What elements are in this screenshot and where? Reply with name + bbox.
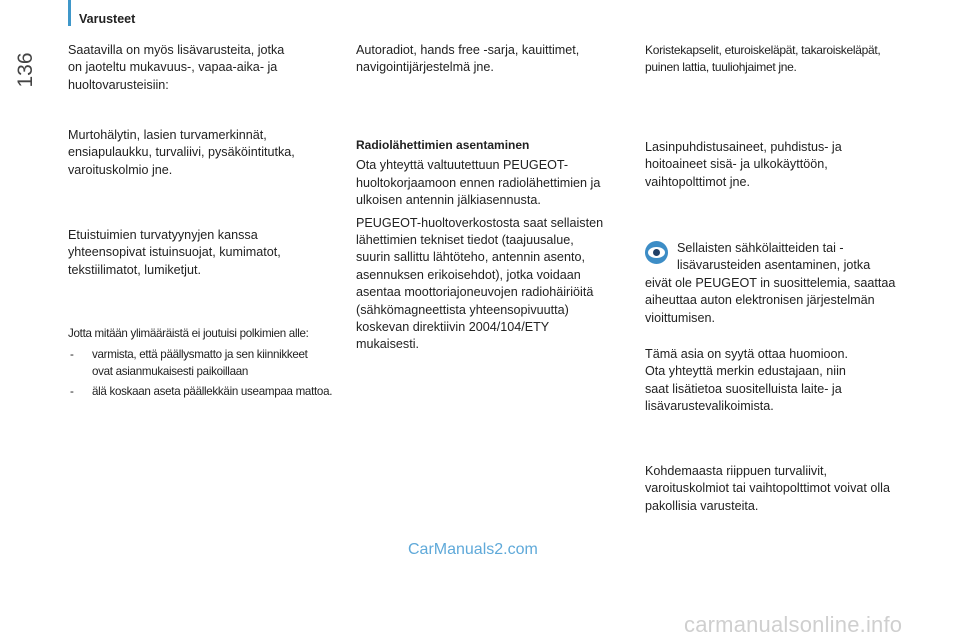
text-line: ensiapulaukku, turvaliivi, pysäköintitutka, (68, 145, 295, 160)
warning-note (645, 240, 920, 327)
text-line: (sähkömagneettista yhteensopivuutta) (356, 302, 569, 317)
dash-marker: - (70, 348, 74, 361)
section-accent-bar (68, 0, 71, 26)
text-line: varoituskolmiot tai vaihtopolttimot voivat olla (645, 481, 890, 496)
note-item (68, 383, 343, 400)
text-line: Autoradiot, hands free -sarja, kauittimet, (356, 43, 580, 57)
text-line: Saatavilla on myös lisävarusteita, jotka (68, 43, 285, 57)
accessories-intro (68, 42, 343, 94)
text-line: lisävarusteiden asentaminen, jotka (677, 258, 871, 273)
text-line: asennuksen erikoisehdot), jotka voidaan (356, 267, 581, 282)
text-line: yhteensopivat istuinsuojat, kumimatot, (68, 245, 281, 260)
text-line: mukaisesti. (356, 337, 419, 352)
eye-icon (645, 241, 668, 264)
text-line: suurin sallittu lähtöteho, antennin asento, (356, 250, 585, 265)
text-line: huoltokorjaamoon ennen radiolähettimien ja (356, 175, 601, 190)
text-line: Etuistuimien turvatyynyjen kanssa (68, 228, 258, 242)
text-line: älä koskaan aseta päällekkäin useampaa mattoa. (92, 385, 333, 398)
text-line: tekstiilimatot, lumiketjut. (68, 262, 201, 277)
text-line: Murtohälytin, lasien turvamerkinnät, (68, 128, 267, 142)
watermark-carmanualsonline: carmanualsonline.info (684, 612, 903, 637)
text-line: Ota yhteyttä valtuutettuun PEUGEOT- (356, 158, 569, 173)
text-line: hoitoaineet sisä- ja ulkokäyttöön, (645, 157, 828, 172)
page-number: 136 (14, 52, 37, 88)
text-line: lähettimien tekniset tiedot (taajuusalue, (356, 233, 574, 248)
text-line: huoltovarusteisiin: (68, 77, 169, 92)
audio-accessories (356, 42, 630, 77)
note-item-text (92, 383, 332, 400)
text-line: Ota yhteyttä merkin edustajaan, niin (645, 364, 846, 379)
dealer-advice (645, 346, 920, 416)
text-line: aiheuttaa auton elektronisen järjestelmän (645, 293, 875, 308)
section-heading: Radiolähettimien asentaminen (356, 138, 530, 152)
radio-transmitter-section (356, 137, 630, 354)
note-item-text (92, 346, 308, 380)
text-line: pakollisia varusteita. (645, 498, 759, 513)
text-line: ovat asianmukaisesti paikoillaan (92, 365, 249, 378)
note-intro: Jotta mitään ylimääräistä ei joutuisi polkimien alle: (68, 327, 309, 340)
text-line: asentaa moottoriajoneuvojen radiohäiriöitä (356, 285, 594, 300)
seat-and-mat-accessories (68, 227, 343, 279)
text-line: Sellaisten sähkölaitteiden tai - (677, 241, 844, 255)
exterior-accessories (645, 42, 920, 76)
text-line: varoituskolmio jne. (68, 162, 173, 177)
text-line: saat lisätietoa suositelluista laite- ja (645, 381, 842, 396)
text-line: vioittumisen. (645, 310, 715, 325)
text-line: eivät ole PEUGEOT in suosittelemia, saattaa (645, 275, 896, 290)
safety-accessories (68, 127, 343, 179)
text-line: ulkoisen antennin jälkiasennusta. (356, 193, 541, 208)
text-line: Koristekapselit, eturoiskeläpät, takaroiskeläpät, (645, 43, 881, 57)
text-line: vaihtopolttimot jne. (645, 174, 751, 189)
pedal-mat-note (68, 325, 343, 400)
note-item (68, 346, 343, 380)
text-line: puinen lattia, tuuliohjaimet jne. (645, 60, 797, 74)
text-line: Tämä asia on syytä ottaa huomioon. (645, 347, 849, 361)
text-line: varmista, että päällysmatto ja sen kiinnikkeet (92, 348, 308, 361)
text-line: navigointijärjestelmä jne. (356, 60, 494, 75)
section-title: Varusteet (79, 12, 136, 26)
text-line: koskevan direktiivin 2004/104/ETY (356, 320, 550, 335)
text-line: PEUGEOT-huoltoverkostosta saat sellaisten (356, 215, 604, 230)
watermark-carmanuals2: CarManuals2.com (408, 541, 538, 558)
text-line: Lasinpuhdistusaineet, puhdistus- ja (645, 140, 842, 154)
text-line: lisävarustevalikoimista. (645, 399, 774, 414)
text-line: Kohdemaasta riippuen turvaliivit, (645, 464, 828, 478)
mandatory-equipment (645, 463, 920, 515)
dash-marker: - (70, 385, 74, 398)
cleaning-products (645, 139, 920, 191)
text-line: on jaoteltu mukavuus-, vapaa-aika- ja (68, 60, 278, 75)
